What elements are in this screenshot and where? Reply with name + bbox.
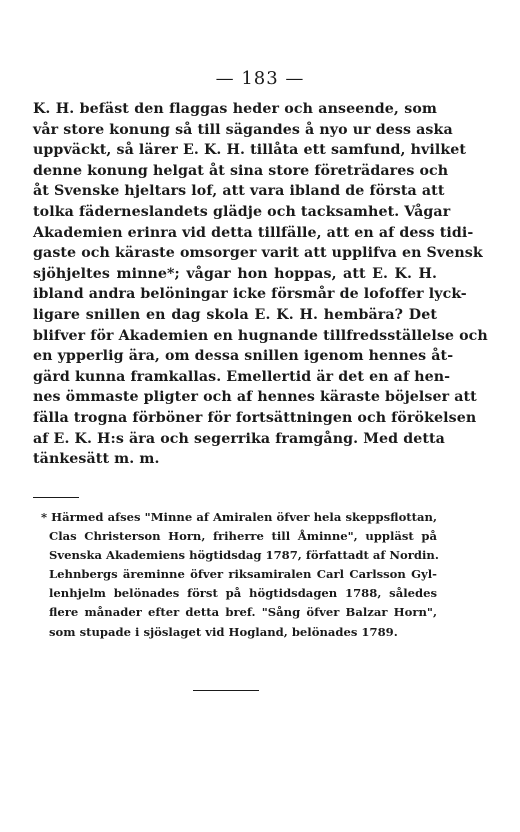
footnote-line: Svenska Akademiens högtidsdag 1787, författadt af Nordin. bbox=[49, 548, 439, 563]
footnote-divider bbox=[33, 497, 79, 498]
text-line: åt Svenske hjeltars lof, att vara ibland de första att bbox=[33, 183, 445, 200]
text-line: af E. K. H:s ära och segerrika framgång. Med detta bbox=[33, 430, 445, 447]
text-line: en ypperlig ära, om dessa snillen igenom hennes åt- bbox=[33, 348, 454, 365]
text-line: blifver för Akademien en hugnande tillfredsställelse och bbox=[33, 327, 488, 344]
footnote-line: Clas Christerson Horn, friherre till Åminne", uppläst på bbox=[49, 529, 437, 544]
main-text bbox=[33, 99, 488, 470]
text-line: gaste och käraste omsorger varit att upplifva en Svensk bbox=[33, 245, 483, 262]
footnote-line: lenhjelm belönades först på högtidsdagen 1788, således bbox=[49, 586, 437, 601]
text-line: tänkesätt m. m. bbox=[33, 451, 160, 468]
text-line: Akademien erinra vid detta tillfälle, att en af dess tidi- bbox=[33, 224, 474, 241]
footnote-line: Lehnbergs äreminne öfver riksamiralen Carl Carlsson Gyl- bbox=[49, 567, 437, 582]
footnote-line: flere månader efter detta bref. "Sång öfver Balzar Horn", bbox=[49, 605, 437, 620]
text-line: gärd kunna framkallas. Emellertid är det en af hen- bbox=[33, 368, 451, 385]
text-line: tolka fäderneslandets glädje och tacksamhet. Vågar bbox=[33, 203, 451, 220]
text-line: denne konung helgat åt sina store företrädares och bbox=[33, 162, 449, 179]
text-line: fälla trogna förböner för fortsättningen och förökelsen bbox=[33, 409, 477, 426]
text-line: ligare snillen en dag skola E. K. H. hembära? Det bbox=[33, 306, 437, 323]
footnote bbox=[41, 508, 437, 642]
end-divider bbox=[193, 690, 259, 691]
text-line: ibland andra belöningar icke försmår de lofoffer lyck- bbox=[33, 286, 467, 303]
page-number: — 183 — bbox=[215, 68, 305, 89]
text-line: K. H. befäst den flaggas heder och anseende, som bbox=[33, 101, 437, 117]
footnote-line: * Härmed afses "Minne af Amiralen öfver hela skeppsflottan, bbox=[41, 510, 437, 524]
text-line: uppväckt, så lärer E. K. H. tillåta ett samfund, hvilket bbox=[33, 142, 467, 159]
text-line: vår store konung så till sägandes å nyo ur dess aska bbox=[33, 121, 453, 138]
text-line: nes ömmaste pligter och af hennes käraste böjelser att bbox=[33, 389, 477, 406]
text-line: sjöhjeltes minne*; vågar hon hoppas, att E. K. H. bbox=[33, 265, 437, 282]
footnote-line: som stupade i sjöslaget vid Hogland, belönades 1789. bbox=[49, 624, 398, 639]
